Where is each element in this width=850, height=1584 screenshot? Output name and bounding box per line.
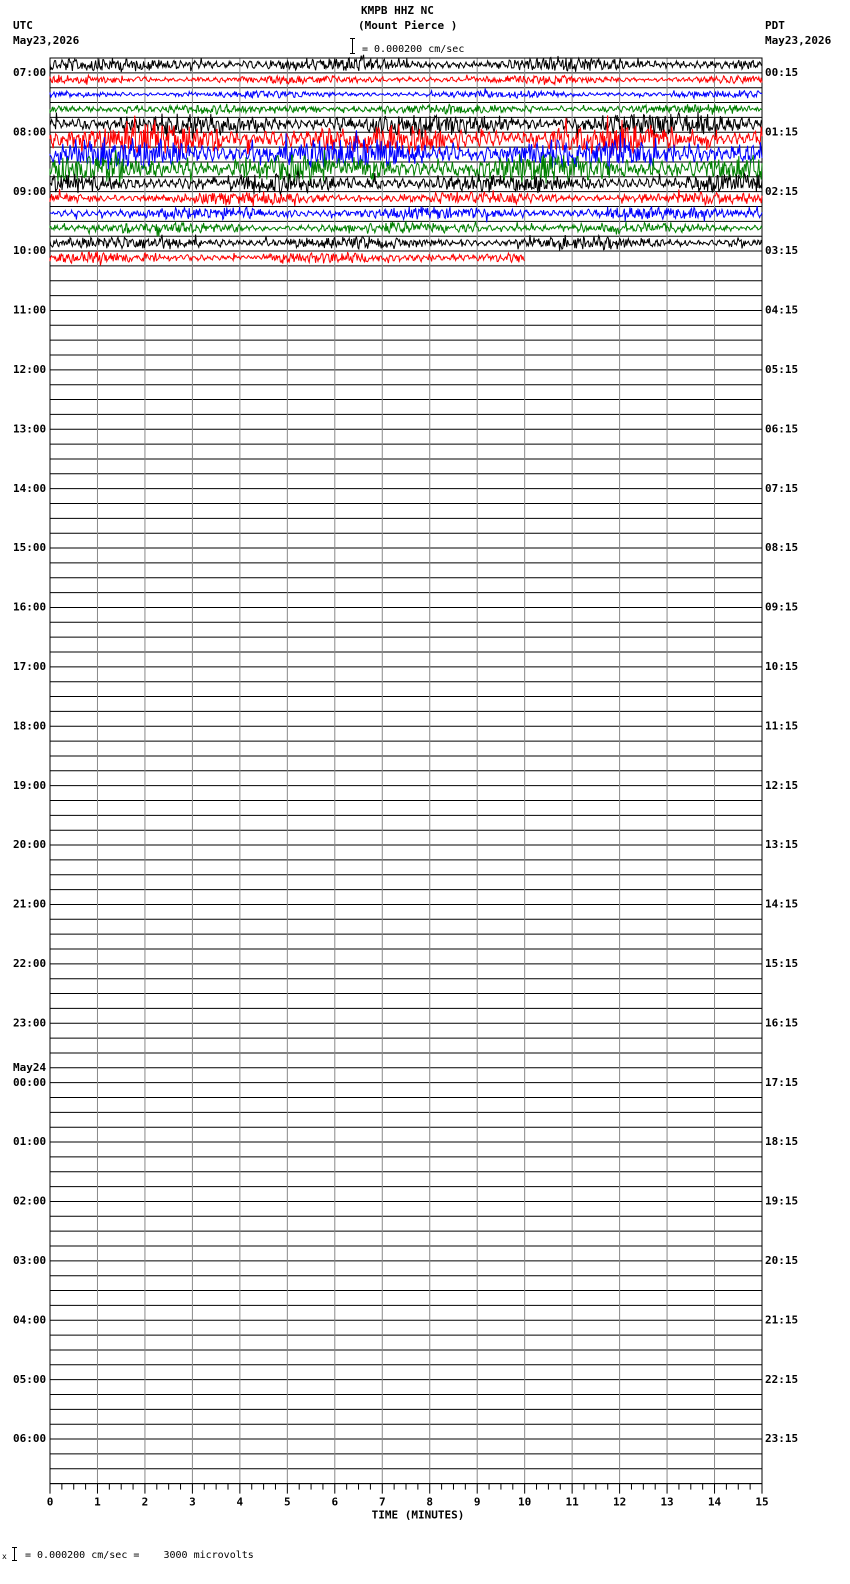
utc-hour-label: 05:00 bbox=[13, 1372, 47, 1386]
utc-hour-label: 22:00 bbox=[13, 957, 47, 970]
pdt-hour-label: 10:15 bbox=[765, 660, 799, 673]
utc-hour-label: 11:00 bbox=[13, 303, 47, 317]
utc-hour-label: 19:00 bbox=[13, 778, 47, 792]
left-date: May23,2026 bbox=[13, 34, 80, 47]
pdt-hour-label: 18:15 bbox=[765, 1135, 799, 1149]
x-tick-label: 7 bbox=[378, 1495, 386, 1509]
pdt-hour-label: 02:15 bbox=[765, 184, 799, 198]
date-change-label: May24 bbox=[13, 1060, 47, 1074]
pdt-hour-label: 20:15 bbox=[765, 1254, 799, 1267]
pdt-hour-label: 19:15 bbox=[765, 1194, 799, 1208]
x-tick-label: 1 bbox=[94, 1495, 101, 1509]
x-tick-label: 12 bbox=[612, 1495, 627, 1509]
pdt-hour-label: 04:15 bbox=[765, 303, 799, 317]
x-tick-label: 15 bbox=[755, 1495, 769, 1509]
x-axis-title: TIME (MINUTES) bbox=[371, 1508, 465, 1522]
pdt-hour-label: 07:15 bbox=[765, 481, 799, 495]
pdt-hour-label: 23:15 bbox=[765, 1432, 799, 1446]
pdt-hour-label: 17:15 bbox=[765, 1075, 799, 1089]
seismic-trace-row-1 bbox=[50, 55, 762, 72]
footer-scale-label: = 0.000200 cm/sec = 3000 microvolts bbox=[25, 1550, 254, 1561]
pdt-hour-label: 13:15 bbox=[765, 838, 799, 852]
utc-hour-label: 06:00 bbox=[13, 1432, 47, 1446]
x-tick-label: 6 bbox=[331, 1495, 339, 1509]
utc-hour-label: 02:00 bbox=[13, 1194, 47, 1208]
pdt-hour-label: 21:15 bbox=[765, 1313, 799, 1327]
footer-scale-icon bbox=[12, 1547, 17, 1561]
pdt-hour-label: 09:15 bbox=[765, 600, 799, 614]
x-tick-label: 9 bbox=[473, 1495, 481, 1509]
station-location: (Mount Pierce ) bbox=[358, 19, 458, 32]
pdt-hour-label: 06:15 bbox=[765, 422, 799, 436]
pdt-hour-label: 01:15 bbox=[765, 125, 799, 139]
x-tick-label: 0 bbox=[46, 1495, 54, 1509]
right-timezone: PDT bbox=[765, 19, 785, 32]
utc-hour-label: 07:00 bbox=[13, 66, 47, 79]
station-title: KMPB HHZ NC bbox=[361, 4, 434, 17]
x-tick-label: 8 bbox=[426, 1495, 434, 1509]
utc-hour-label: 14:00 bbox=[13, 481, 47, 495]
pdt-hour-label: 12:15 bbox=[765, 778, 799, 792]
scale-label: = 0.000200 cm/sec bbox=[362, 44, 465, 55]
utc-hour-label: 01:00 bbox=[13, 1135, 47, 1149]
utc-hour-label: 13:00 bbox=[13, 422, 47, 436]
left-timezone: UTC bbox=[13, 19, 33, 32]
x-tick-label: 11 bbox=[565, 1495, 579, 1509]
seismic-trace-row-13 bbox=[50, 235, 762, 251]
utc-hour-label: 09:00 bbox=[13, 184, 47, 198]
pdt-hour-label: 00:15 bbox=[765, 66, 799, 79]
seismic-trace-row-11 bbox=[50, 206, 762, 222]
utc-hour-label: 12:00 bbox=[13, 363, 47, 376]
seismic-trace-row-12 bbox=[50, 221, 762, 236]
utc-hour-label: 21:00 bbox=[13, 897, 47, 911]
pdt-hour-label: 03:15 bbox=[765, 244, 799, 258]
seismic-trace-row-2 bbox=[50, 75, 762, 85]
x-tick-label: 5 bbox=[284, 1495, 291, 1509]
utc-hour-label: 04:00 bbox=[13, 1313, 47, 1327]
seismic-trace-row-4 bbox=[50, 104, 762, 115]
utc-hour-label: 20:00 bbox=[13, 838, 47, 852]
pdt-hour-label: 05:15 bbox=[765, 363, 799, 376]
pdt-hour-label: 11:15 bbox=[765, 719, 799, 733]
x-tick-label: 14 bbox=[707, 1495, 722, 1509]
x-tick-label: 13 bbox=[660, 1495, 674, 1509]
utc-hour-label: 03:00 bbox=[13, 1254, 47, 1267]
pdt-hour-label: 22:15 bbox=[765, 1372, 799, 1386]
utc-hour-label: 18:00 bbox=[13, 719, 47, 733]
x-tick-label: 2 bbox=[141, 1495, 149, 1509]
footer-mark: x bbox=[2, 1552, 7, 1561]
seismic-trace-row-3 bbox=[50, 88, 762, 98]
x-tick-label: 4 bbox=[236, 1495, 244, 1509]
x-tick-label: 10 bbox=[518, 1495, 532, 1509]
x-tick-label: 3 bbox=[189, 1495, 196, 1509]
utc-hour-label: 15:00 bbox=[13, 541, 47, 555]
pdt-hour-label: 15:15 bbox=[765, 957, 799, 970]
utc-hour-label: 16:00 bbox=[13, 600, 47, 614]
right-date: May23,2026 bbox=[765, 34, 832, 47]
utc-hour-label: 08:00 bbox=[13, 125, 47, 139]
utc-hour-label: 10:00 bbox=[13, 244, 47, 258]
pdt-hour-label: 16:15 bbox=[765, 1016, 799, 1030]
utc-hour-label: 23:00 bbox=[13, 1016, 47, 1030]
pdt-hour-label: 08:15 bbox=[765, 541, 799, 555]
utc-hour-label: 17:00 bbox=[13, 660, 47, 673]
pdt-hour-label: 14:15 bbox=[765, 897, 799, 911]
utc-hour-label: 00:00 bbox=[13, 1075, 47, 1089]
